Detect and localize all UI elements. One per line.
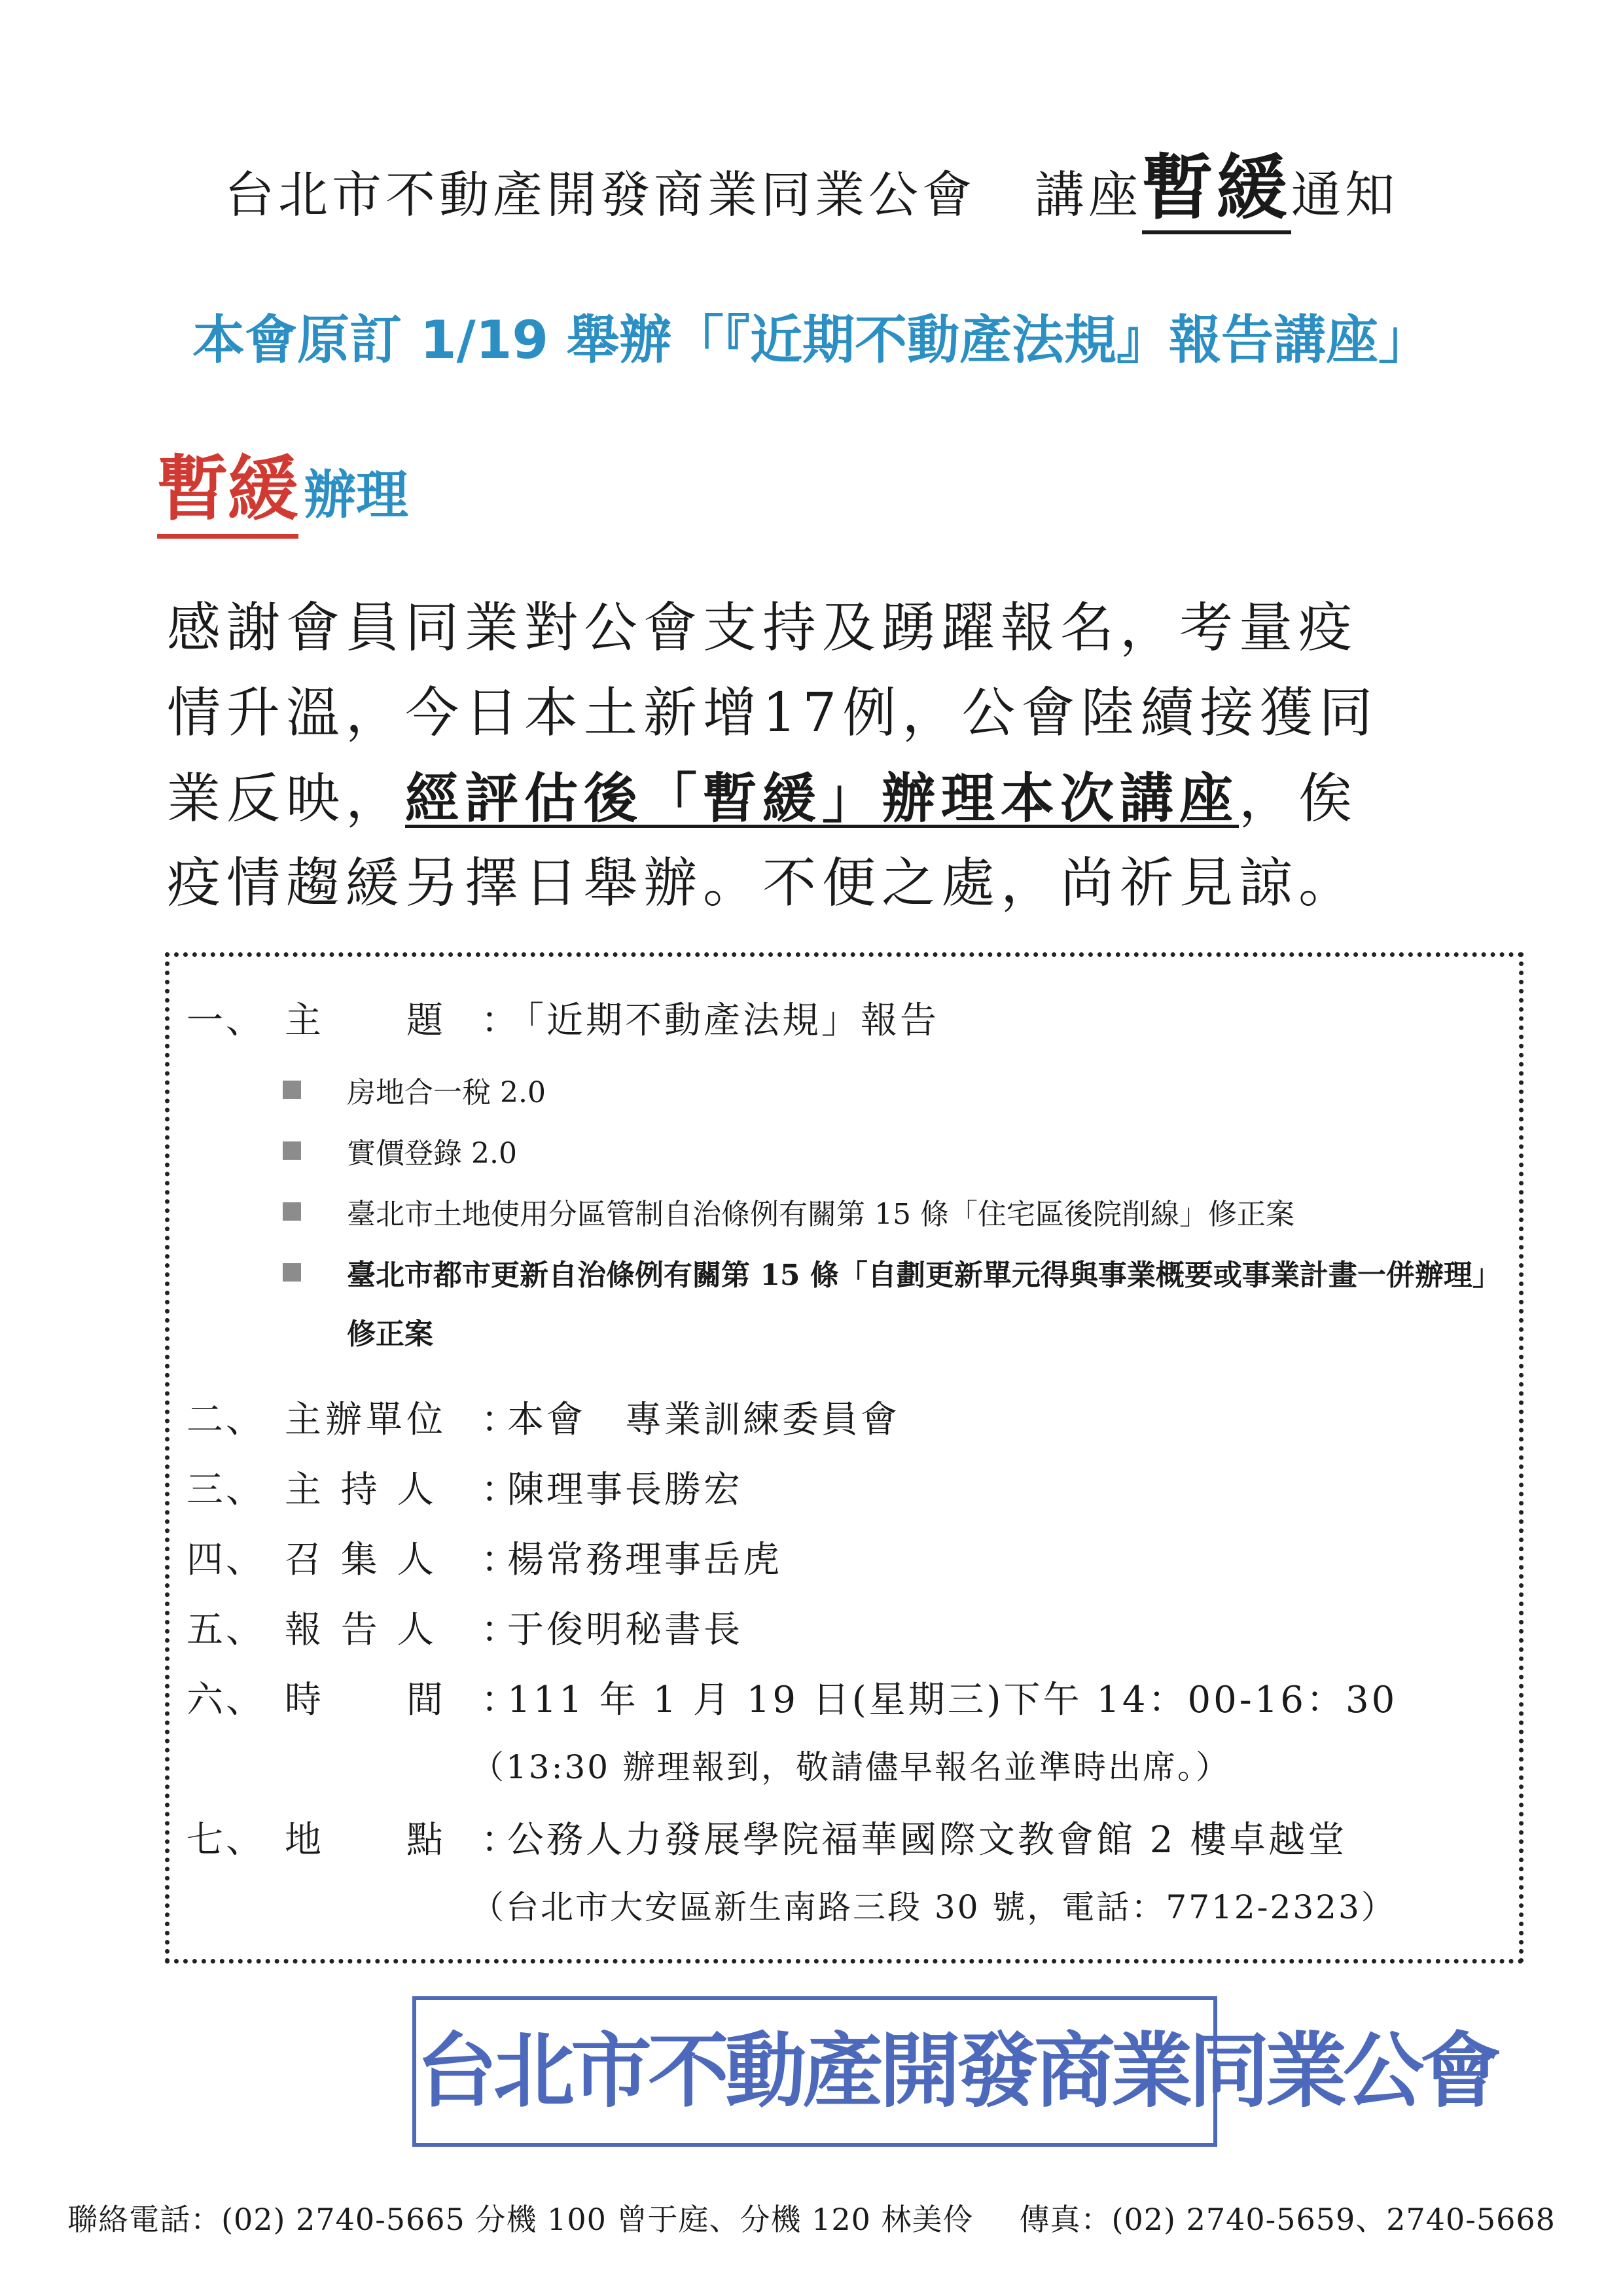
title-prefix: 講座 (1034, 166, 1142, 224)
topic-bullet (283, 1246, 1513, 1364)
detail-value: 111 年 1 月 19 日(星期三)下午 14：00-16：30 (507, 1679, 1398, 1721)
body-line-part: 業反映， (167, 768, 406, 830)
body-line-emphasis: 經評估後「暫緩」辦理本次講座 (405, 767, 1240, 830)
detail-number: 五、 (187, 1609, 265, 1651)
subtitle: 本會原訂 1/19 舉辦「『近期不動產法規』報告講座」 (192, 310, 1431, 370)
detail-number: 三、 (187, 1469, 265, 1511)
square-bullet-icon (283, 1141, 301, 1160)
body-line: 感謝會員同業對公會支持及踴躍報名，考量疫 (167, 597, 1359, 659)
detail-number: 六、 (187, 1679, 265, 1721)
venue-note: （台北市大安區新生南路三段 30 號，電話：7712-2323） (471, 1888, 1396, 1926)
topic-bullet (283, 1124, 1513, 1183)
body-line-part: ，俟 (1239, 768, 1359, 830)
title-suffix: 通知 (1291, 166, 1399, 224)
detail-label: 主 題 (285, 999, 447, 1042)
body-line: 情升溫，今日本土新增17例，公會陸續接獲同 (167, 682, 1379, 744)
detail-reporter (187, 1601, 743, 1653)
time-note: （13:30 辦理報到，敬請儘早報名並準時出席。） (471, 1748, 1230, 1786)
title-emphasis: 暫緩 (1142, 147, 1291, 234)
org-name: 台北市不動產開發商業同業公會 (224, 166, 976, 224)
colon: ： (481, 1539, 518, 1581)
body-paragraph (167, 586, 1476, 926)
colon: ： (481, 999, 518, 1042)
detail-number: 一、 (187, 999, 265, 1042)
detail-label: 地 點 (285, 1819, 447, 1861)
square-bullet-icon (283, 1081, 301, 1099)
bullet-text: 臺北市都市更新自治條例有關第 15 條「自劃更新單元得與事業概要或事業計畫一併辦理」修正案 (347, 1259, 1501, 1351)
topic-bullet (283, 1064, 1513, 1122)
contact-phone: 聯絡電話：(02) 2740-5665 分機 100 曾于庭、分機 120 林美伶 (67, 2202, 974, 2237)
detail-time (187, 1671, 1397, 1723)
bullet-text: 實價登錄 2.0 (347, 1137, 517, 1170)
detail-number: 七、 (187, 1819, 265, 1861)
detail-number: 四、 (187, 1539, 265, 1581)
footer-contact (0, 2196, 1623, 2239)
detail-value: 「近期不動產法規」報告 (507, 999, 939, 1042)
body-line (167, 756, 1476, 841)
postpone-blue: 辦理 (304, 465, 409, 526)
detail-label: 時 間 (285, 1679, 447, 1721)
detail-value: 于俊明秘書長 (507, 1609, 743, 1651)
postpone-heading (157, 432, 408, 533)
detail-number: 二、 (187, 1399, 265, 1441)
colon: ： (481, 1609, 518, 1651)
detail-organizer (187, 1391, 900, 1443)
detail-value: 陳理事長勝宏 (507, 1469, 743, 1511)
topic-bullet (283, 1185, 1513, 1244)
detail-topic (187, 992, 939, 1044)
detail-value: 楊常務理事岳虎 (507, 1539, 782, 1581)
colon: ： (481, 1819, 518, 1861)
association-seal: 台北市不動產開發商業同業公會 (412, 1996, 1217, 2147)
contact-fax: 傳真：(02) 2740-5659、2740-5668 (1019, 2202, 1556, 2237)
detail-value: 公務人力發展學院福華國際文教會館 2 樓卓越堂 (507, 1819, 1347, 1861)
colon: ： (481, 1399, 518, 1441)
postpone-red: 暫緩 (157, 448, 298, 539)
square-bullet-icon (283, 1263, 301, 1282)
bullet-text: 房地合一稅 2.0 (347, 1076, 546, 1109)
detail-label: 報 告 人 (285, 1609, 438, 1651)
notice-title (0, 131, 1623, 232)
detail-convener (187, 1531, 782, 1583)
detail-host (187, 1461, 743, 1513)
body-line: 疫情趨緩另擇日舉辦。不便之處，尚祈見諒。 (167, 852, 1359, 914)
detail-label: 主 持 人 (285, 1469, 438, 1511)
detail-label: 召 集 人 (285, 1539, 438, 1581)
colon: ： (481, 1679, 518, 1721)
detail-venue (187, 1811, 1347, 1863)
detail-label: 主辦單位 (285, 1399, 447, 1441)
colon: ： (481, 1469, 518, 1511)
bullet-text: 臺北市土地使用分區管制自治條例有關第 15 條「住宅區後院削線」修正案 (347, 1198, 1294, 1231)
square-bullet-icon (283, 1202, 301, 1221)
detail-value: 本會 專業訓練委員會 (507, 1399, 900, 1441)
